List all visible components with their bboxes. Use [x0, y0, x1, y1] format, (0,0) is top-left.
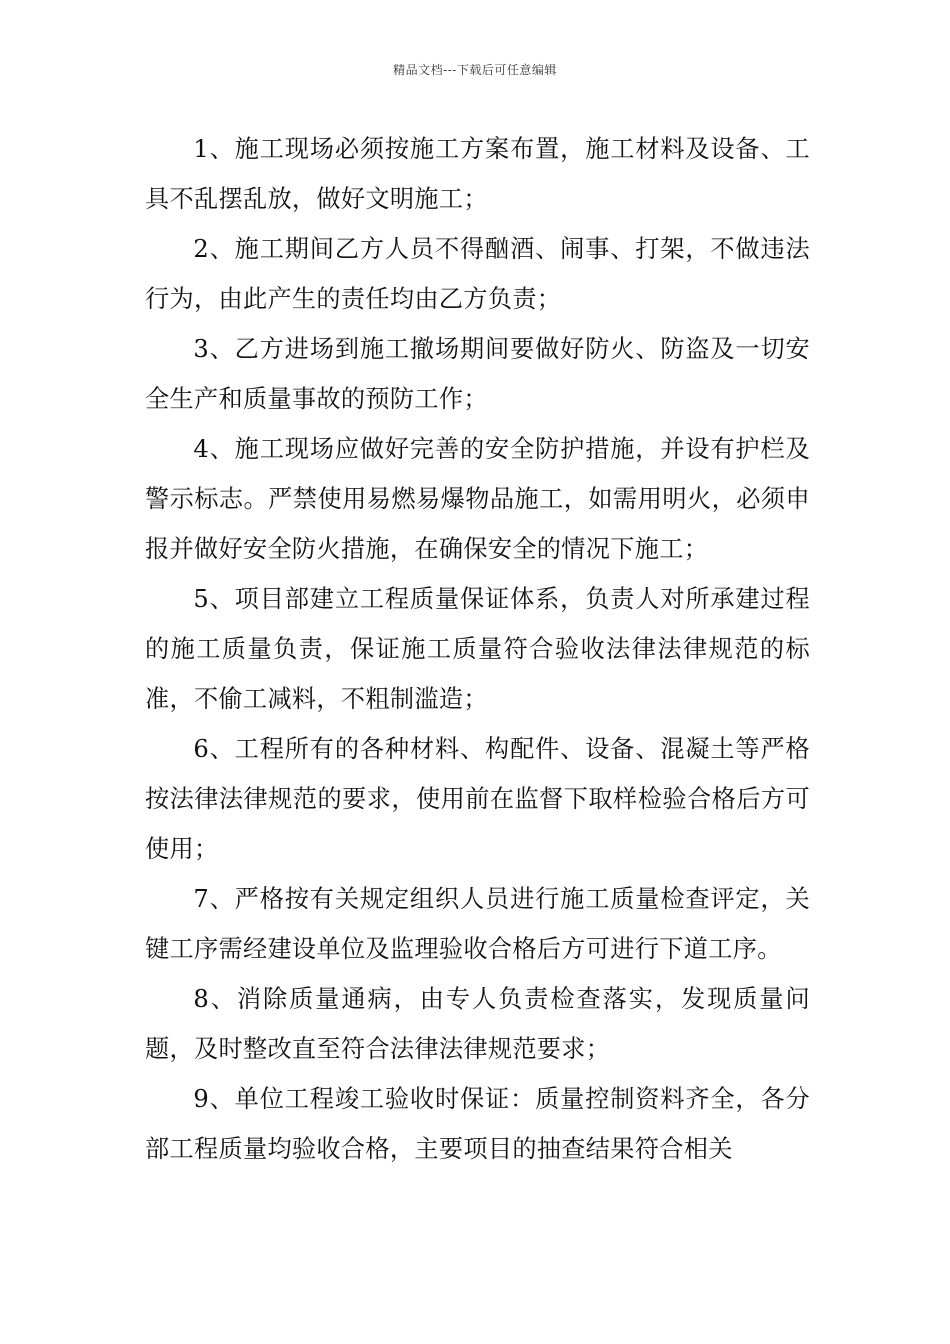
- paragraph-3: 3、乙方进场到施工撤场期间要做好防火、防盗及一切安全生产和质量事故的预防工作；: [145, 335, 810, 413]
- paragraph-4: 4、施工现场应做好完善的安全防护措施，并设有护栏及警示标志。严禁使用易燃易爆物品施工，如需用明火，必须申报并做好安全防火措施，在确保安全的情况下施工；: [145, 435, 810, 563]
- paragraph-9: 9、单位工程竣工验收时保证：质量控制资料齐全，各分部工程质量均验收合格，主要项目的抽查结果符合相关: [145, 1085, 810, 1163]
- paragraph-7: 7、严格按有关规定组织人员进行施工质量检查评定，关键工序需经建设单位及监理验收合格后方可进行下道工序。: [145, 885, 810, 963]
- page-header: 精品文档---下载后可任意编辑: [393, 63, 557, 77]
- document-body: [145, 124, 810, 1174]
- paragraph-8: 8、消除质量通病，由专人负责检查落实，发现质量问题，及时整改直至符合法律法律规范要求；: [145, 985, 810, 1063]
- paragraph-2: 2、施工期间乙方人员不得酗酒、闹事、打架，不做违法行为，由此产生的责任均由乙方负责；: [145, 235, 810, 313]
- paragraph-5: 5、项目部建立工程质量保证体系，负责人对所承建过程的施工质量负责，保证施工质量符合验收法律法律规范的标准，不偷工减料，不粗制滥造；: [145, 585, 810, 713]
- paragraph-6: 6、工程所有的各种材料、构配件、设备、混凝土等严格按法律法律规范的要求，使用前在监督下取样检验合格后方可使用；: [145, 735, 810, 863]
- paragraph-1: 1、施工现场必须按施工方案布置，施工材料及设备、工具不乱摆乱放，做好文明施工；: [145, 135, 810, 213]
